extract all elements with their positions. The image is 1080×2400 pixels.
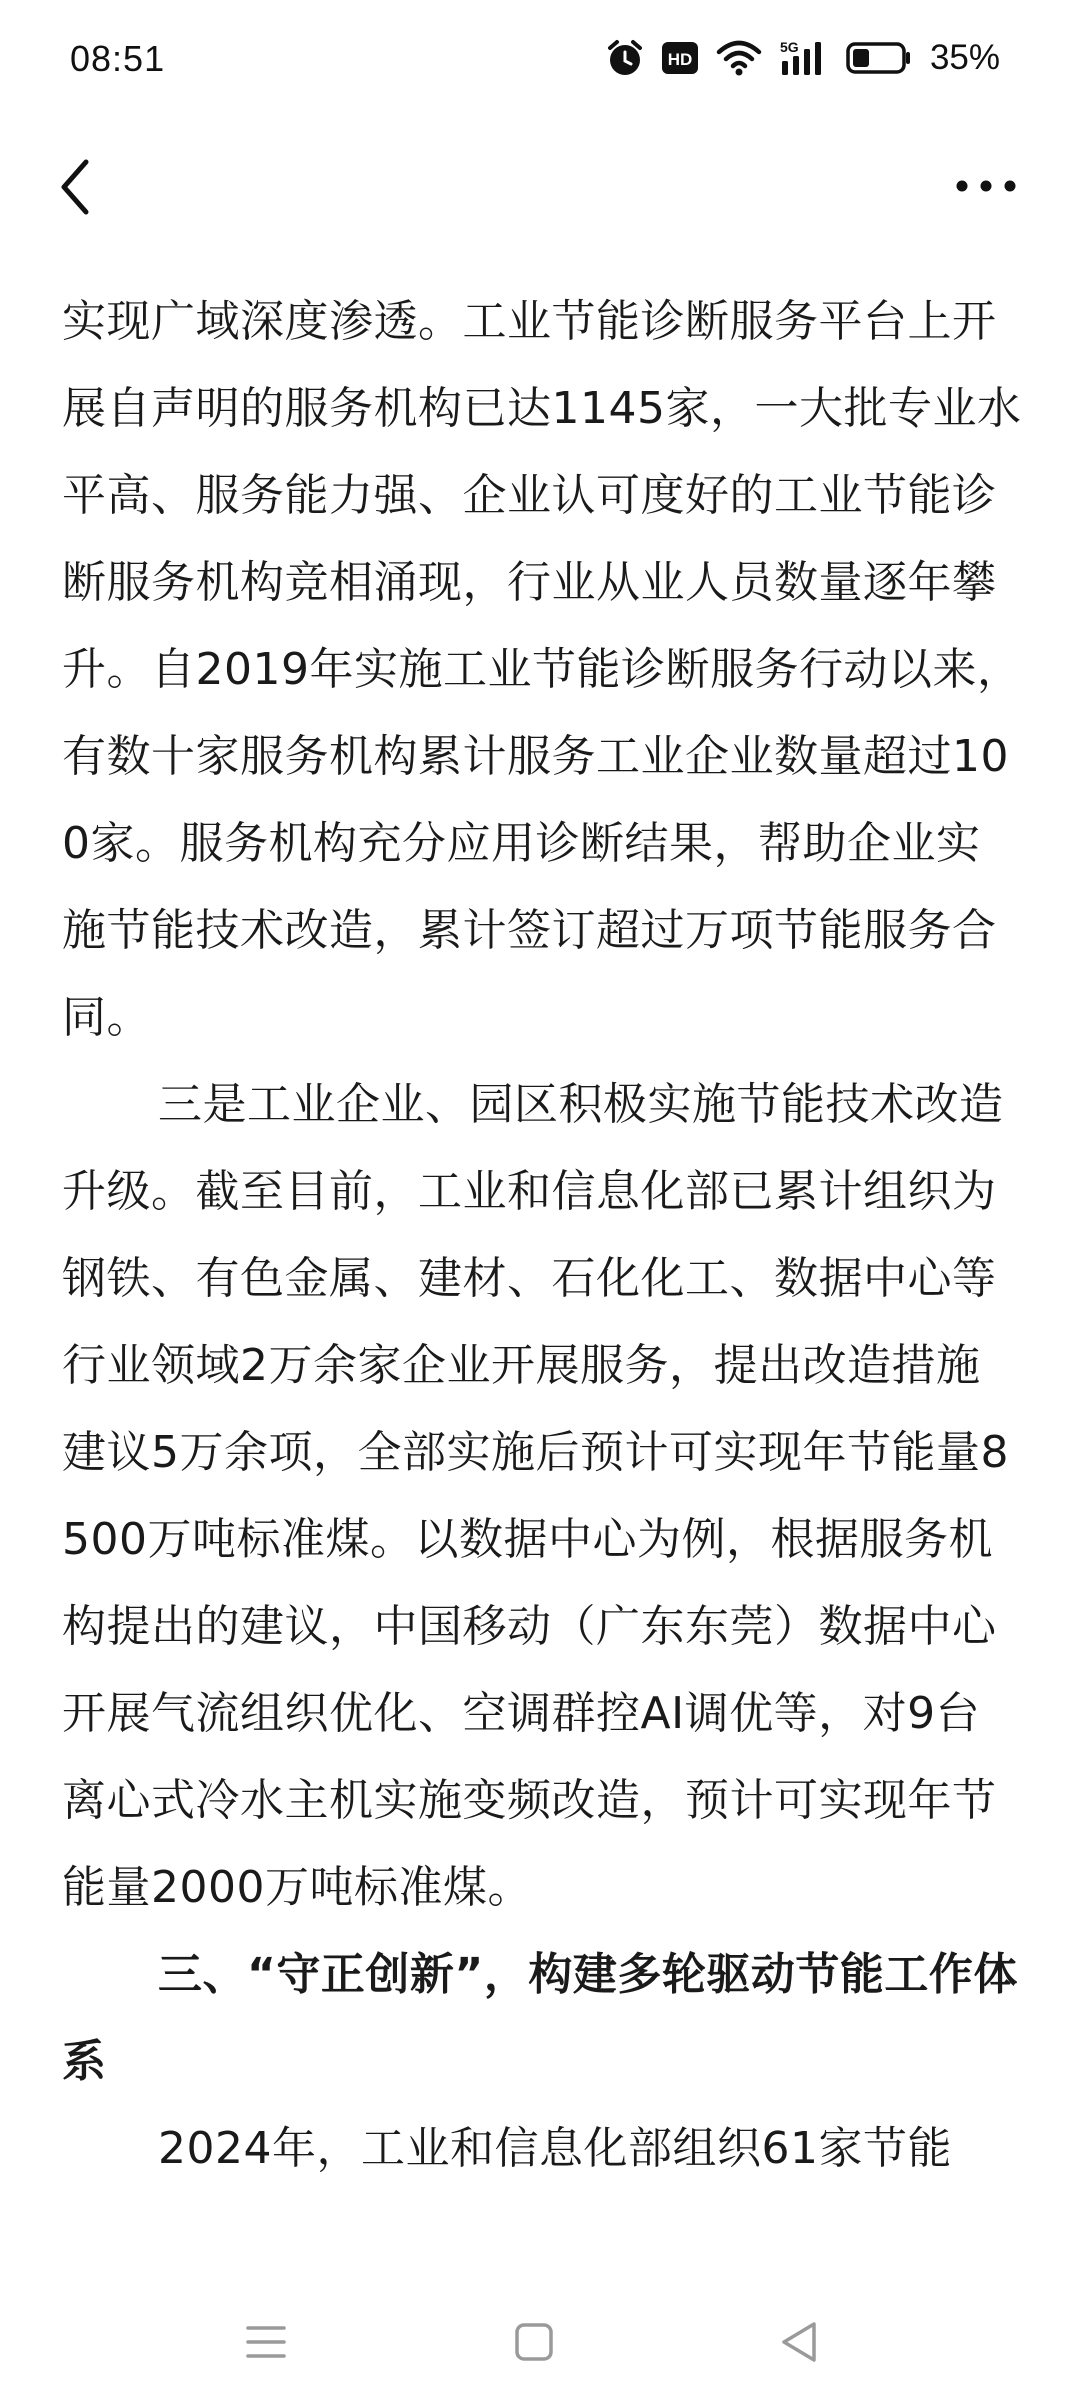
battery-percent: 35% [929, 38, 1000, 77]
more-options-button[interactable] [948, 166, 1024, 206]
alarm-icon [606, 38, 644, 78]
article-paragraph: 2024年，工业和信息化部组织61家节能 [158, 2123, 952, 2174]
home-button[interactable] [504, 2312, 564, 2372]
svg-text:HD: HD [667, 50, 693, 69]
home-square-icon [504, 2357, 564, 2376]
back-button[interactable] [52, 152, 112, 222]
article-paragraph: 实现广域深度渗透。工业节能诊断服务平台上开展自声明的服务机构已达1145家，一大批专业水平高、服务能力强、企业认可度好的工业节能诊断服务机构竞相涌现，行业从业人员数量逐年攀升。自2019年实施工业节能诊断服务行动以来，有数十家服务机构累计服务工业企业数量超过100家。服务机构充分应用诊断结果，帮助企业实施节能技术改造，累计签订超过万项节能服务合同。 [62, 296, 1022, 1043]
top-navigation [0, 130, 1080, 250]
status-icons [606, 36, 1000, 80]
section-heading: 三、“守正创新”，构建多轮驱动节能工作体系 [62, 1949, 1018, 2087]
signal-5g-icon [780, 39, 828, 77]
recent-apps-button[interactable] [236, 2312, 296, 2372]
system-navigation-bar [0, 2290, 1080, 2400]
status-bar [0, 0, 1080, 124]
chevron-left-icon [52, 207, 112, 226]
system-back-button[interactable] [770, 2312, 830, 2372]
wifi-icon [716, 40, 762, 76]
menu-icon [236, 2357, 296, 2376]
article-body [62, 278, 1024, 2192]
hd-icon [662, 42, 698, 74]
battery-icon [846, 42, 912, 74]
status-time: 08:51 [70, 38, 166, 79]
article-paragraph: 三是工业企业、园区积极实施节能技术改造升级。截至目前，工业和信息化部已累计组织为钢铁、有色金属、建材、石化化工、数据中心等行业领域2万余家企业开展服务，提出改造措施建议5万余项，全部实施后预计可实现年节能量8500万吨标准煤。以数据中心为例，根据服务机构提出的建议，中国移动（广东东莞）数据中心开展气流组织优化、空调群控AI调优等，对9台离心式冷水主机实施变频改造，预计可实现年节能量2000万吨标准煤。 [62, 1079, 1009, 1913]
more-horizontal-icon [948, 191, 1024, 210]
back-triangle-icon [770, 2357, 830, 2376]
svg-text:5G: 5G [779, 39, 799, 55]
